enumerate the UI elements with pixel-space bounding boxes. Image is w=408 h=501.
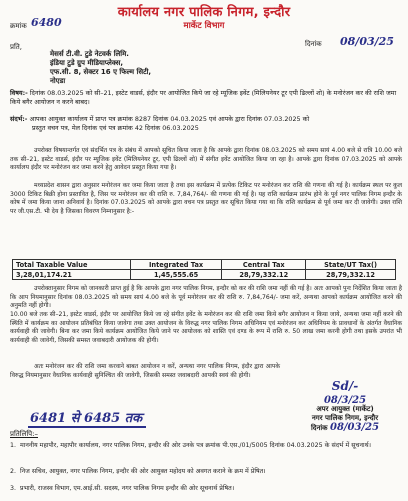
tax-table-row (13, 270, 396, 280)
copy-item (10, 442, 402, 451)
tax-value-cell: 1,45,555.65 (130, 270, 222, 280)
date-label: दिनांक (305, 40, 322, 48)
copy-item-text: प्रभारी, राजस्व विभाग, एम.आई.सी. सदस्य, नगर पालिक निगम इन्दौर की ओर सूचनार्थ प्रेषित। (20, 485, 235, 492)
signature-date-value: 08/03/25 (329, 422, 380, 433)
body-paragraph: उपरोक्त विषयान्तर्गत एवं संदर्भित पत्र के संबंध में आपको सूचित किया जाता है कि आपके द्वारा दिनांक 08.03.2025 को समय सायं 4.00 बजे से रात्रि 10.00 बजे तक सी–21, इस्टेट वाडर्स, इंदौर पर म्यूजिक इवेंट (मिलियनेयर टूर, एपी ढिल्लों शो) में संगीत इवेंट आयोजित किया जा रहा है। आपके द्वारा दिनांक 07.03.2025 को आपके कार्यालय इंदौर पर मनोरंजन कर जमा करने हेतु आवेदन प्रस्तुत किया गया है। (10, 147, 402, 172)
reference-line (10, 115, 400, 124)
signature-handwritten-date: 08/3/25 (323, 395, 367, 406)
tax-header-cell: State/UT Tax() (306, 260, 396, 270)
body-paragraph: 10.00 बजे तक सी–21, इस्टेट वाडर्स, इंदौर पर आयोजित किये जा रहे संगीत इवेंट के मनोरंजन कर की राशि जमा किये बगैर आयोजन न किया जाये, अन्यथा जमा नहीं करने की स्थिति में कार्यक्रम का आयोजन प्रतिबंधित किया जावेगा तथा उक्त आयोजन के विरुद्ध नगर पालिक निगम अधिनियम एवं मनोरंजन कर अधिनियम के प्रावधानों के अंतर्गत वैधानिक कार्यवाही की जावेगी। बिना कर जमा किये कार्यक्रम आयोजित किये जाने पर आयोजक को शास्ति एवं दण्ड के रूप में राशि रु. 50 लाख जमा करनी होगी तथा इसके उपरांत भी कार्यवाही की जावेगी, जिसकी समस्त जवाबदारी आयोजक की होगी। (10, 311, 402, 345)
signatory-office: नगर पालिक निगम, इन्दौर (311, 414, 379, 422)
recipient-line: मेसर्स टी.वी. टुडे नेटवर्क लिमि. (50, 50, 129, 58)
signature-scribble: Sd/- (331, 379, 359, 393)
tax-header-cell: Integrated Tax (130, 260, 222, 270)
signature-date-line (290, 423, 400, 433)
copy-to-heading: प्रतिलिपि:– (10, 430, 38, 438)
copy-item (10, 485, 402, 494)
body-paragraph: मध्यप्रदेश शासन द्वारा अनुसार मनोरंजन कर जमा किया जाता है तथा इस कार्यक्रम में प्रत्येक टिकिट पर मनोरंजन कर राशि की गणना की गई है। कार्यक्रम स्थल पर कुल 3000 टिकिट बिक्री होना प्रस्तावित है, जिस पर मनोरंजन कर की राशि रु. 7,84,764/- की गणना की गई है। यह राशि कार्यक्रम प्रारंभ होने के पूर्व नगर पालिक निगम इन्दौर के कोष में जमा किया जाना अनिवार्य है। दिनांक 07.03.2025 को आपके द्वारा वचन पत्र प्रस्तुत कर सूचित किया गया था कि राशि कार्यक्रम से पूर्व जमा कर दी जावेगी। उक्त राशि पर जी.एस.टी. भी देय है जिसका विवरण निम्नानुसार है:- (10, 182, 402, 216)
subject-label: विषय:- (10, 89, 28, 97)
tax-value-cell: 28,79,332.12 (306, 270, 396, 280)
date-handwritten: 08/03/25 (340, 35, 394, 48)
signature-block (290, 379, 400, 433)
reference-text-cont: प्रस्तुत वचन पत्र, मेल दिनांक एवं पत्र क्रमांक 42 दिनांक 06.03.2025 (32, 124, 199, 132)
ref-number-handwritten: 6480 (31, 16, 62, 29)
reference-line-cont (32, 124, 402, 133)
copy-item-text: माननीय महापौर, महापौर कार्यालय, नगर पालिक निगम, इन्दौर की ओर उनके पत्र क्रमांक पी.एस./01/5005 दिनांक 04.03.2025 के संदर्भ में सूचनार्थ। (20, 442, 372, 449)
copy-item-number: 2. (10, 468, 17, 475)
tax-header-cell: Total Taxable Value (13, 260, 131, 270)
body-paragraph: अतः मनोरंजन कर की राशि जमा करवाने बाबत आयोजन न करें, अन्यथा नगर पालिक निगम, इंदौर द्वारा आपके विरुद्ध नियमानुसार वैधानिक कार्यवाही सुनिश्चित की जावेगी, जिसकी समस्त जवाबदारी आपकी स्वयं की होगी। (10, 363, 280, 379)
tax-value-cell: 3,28,01,174.21 (13, 270, 131, 280)
signature-date-label: दिनांक (310, 424, 328, 432)
recipient-line: इंडिया टुडे ग्रुप मीडियाप्लेक्स, (50, 59, 123, 67)
copy-item-number: 1. (10, 442, 17, 449)
handwritten-underline (28, 426, 146, 428)
recipient-line: एफ.सी. 8, सेक्टर 16 ए फिल्म सिटी, (50, 68, 152, 76)
tax-table (12, 259, 396, 280)
copy-item (10, 468, 402, 477)
copy-item-number: 3. (10, 485, 17, 492)
copy-item-text: निज सचिव, आयुक्त, नगर पालिक निगम, इन्दौर की ओर आयुक्त महोदय को अवगत कराने के क्रम में प्रेषित। (20, 468, 266, 475)
copy-ref-handwritten: 6481 से 6485 तक (30, 411, 143, 426)
office-title: कार्यालय नगर पालिक निगम, इन्दौर (117, 5, 291, 20)
ref-number-label: क्रमांक (10, 22, 27, 30)
recipient-prefix: प्रति, (10, 43, 23, 51)
reference-text: आपका आयुक्त कार्यालय में प्राप्त पत्र क्रमांक 8287 दिनांक 04.03.2025 एवं आपके द्वारा दिनांक 07.03.2025 को (29, 115, 310, 123)
department-name: मार्केट विभाग (183, 21, 225, 31)
body-paragraph: उपरोक्तानुसार निगम को जानकारी प्राप्त हुई है कि आपके द्वारा नगर पालिक निगम, इन्दौर को कर की राशि जमा नहीं की गई है। अतः आपको पुनः निर्देशित किया जाता है कि आप नियमानुसार दिनांक 08.03.2025 को समय सायं 4.00 बजे के पूर्व मनोरंजन कर की राशि रु. 7,84,764/- जमा करें, अन्यथा आपको कार्यक्रम आयोजित करने की अनुमति नहीं होगी। (10, 285, 402, 310)
subject-text: दिनांक 08.03.2025 को सी–21, इस्टेट वाडर्स, इंदौर पर आयोजित किये जा रहे म्यूजिक इवेंट (मिलियनेयर टूर एपी ढिल्लों शो) के मनोरंजन कर की राशि जमा किये बगैर आयोजन न करने बाबद। (10, 89, 397, 106)
tax-table-header-row (13, 260, 396, 270)
reference-label: संदर्भ:- (10, 115, 28, 123)
recipient-line: नोएडा (50, 77, 66, 85)
signatory-title: अपर आयुक्त (मार्केट) (316, 405, 374, 413)
subject-line (10, 89, 400, 106)
tax-header-cell: Central Tax (222, 260, 306, 270)
tax-value-cell: 28,79,332.12 (222, 270, 306, 280)
